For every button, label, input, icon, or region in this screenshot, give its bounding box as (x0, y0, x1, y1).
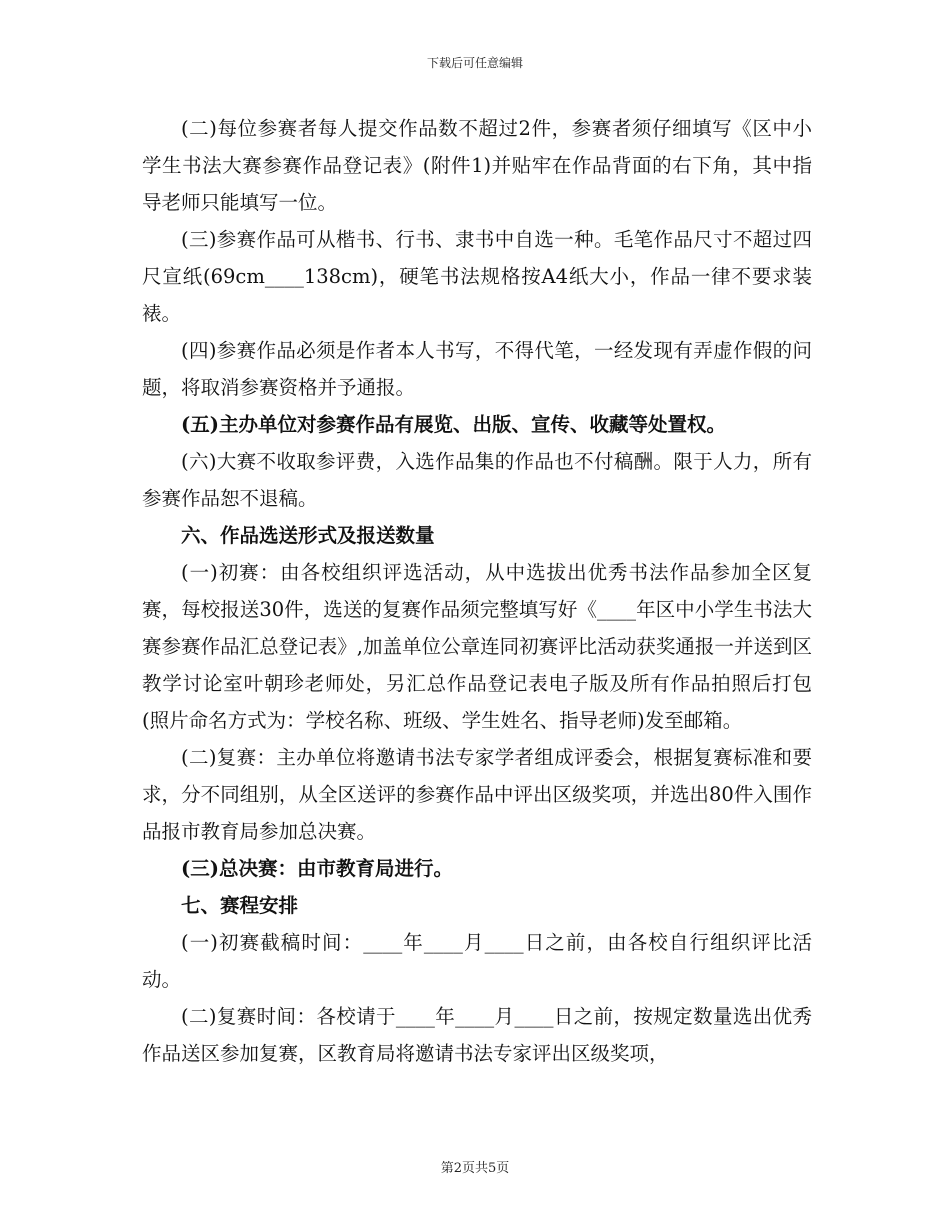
section-heading-6: 六、作品选送形式及报送数量 (181, 524, 435, 547)
section-heading-7: 七、赛程安排 (181, 894, 299, 917)
paragraph-item-3: (三)参赛作品可从楷书、行书、隶书中自选一种。毛笔作品尺寸不超过四尺宣纸(69cm____138cm)，硬笔书法规格按A4纸大小，作品一律不要求装裱。 (142, 228, 812, 325)
paragraph-semifinal: (二)复赛：主办单位将邀请书法专家学者组成评委会，根据复赛标准和要求，分不同组别，从全区送评的参赛作品中评出区级奖项，并选出80件入围作品报市教育局参加总决赛。 (142, 746, 812, 843)
paragraph-item-5: (五)主办单位对参赛作品有展览、出版、宣传、收藏等处置权。 (181, 413, 726, 436)
header-note: 下载后可任意编辑 (426, 56, 523, 70)
document-body (142, 110, 812, 1072)
paragraph-final: (三)总决赛：由市教育局进行。 (181, 857, 453, 880)
paragraph-item-6: (六)大赛不收取参评费，入选作品集的作品也不付稿酬。限于人力，所有参赛作品恕不退稿。 (142, 450, 812, 510)
paragraph-schedule-2: (二)复赛时间：各校请于____年____月____日之前，按规定数量选出优秀作品送区参加复赛，区教育局将邀请书法专家评出区级奖项， (142, 1005, 812, 1065)
page-number: 第2页共5页 (440, 1161, 510, 1176)
paragraph-item-2: (二)每位参赛者每人提交作品数不超过2件，参赛者须仔细填写《区中小学生书法大赛参赛作品登记表》(附件1)并贴牢在作品背面的右下角，其中指导老师只能填写一位。 (142, 117, 812, 214)
paragraph-preliminary: (一)初赛：由各校组织评选活动，从中选拔出优秀书法作品参加全区复赛，每校报送30件，选送的复赛作品须完整填写好《____年区中小学生书法大赛参赛作品汇总登记表》,加盖单位公章连同初赛评比活动获奖通报一并送到区教学讨论室叶朝珍老师处，另汇总作品登记表电子版及所有作品拍照后打包(照片命名方式为：学校名称、班级、学生姓名、指导老师)发至邮箱。 (142, 561, 812, 732)
paragraph-schedule-1: (一)初赛截稿时间：____年____月____日之前，由各校自行组织评比活动。 (142, 931, 812, 991)
paragraph-item-4: (四)参赛作品必须是作者本人书写，不得代笔，一经发现有弄虚作假的问题，将取消参赛资格并予通报。 (142, 339, 812, 399)
